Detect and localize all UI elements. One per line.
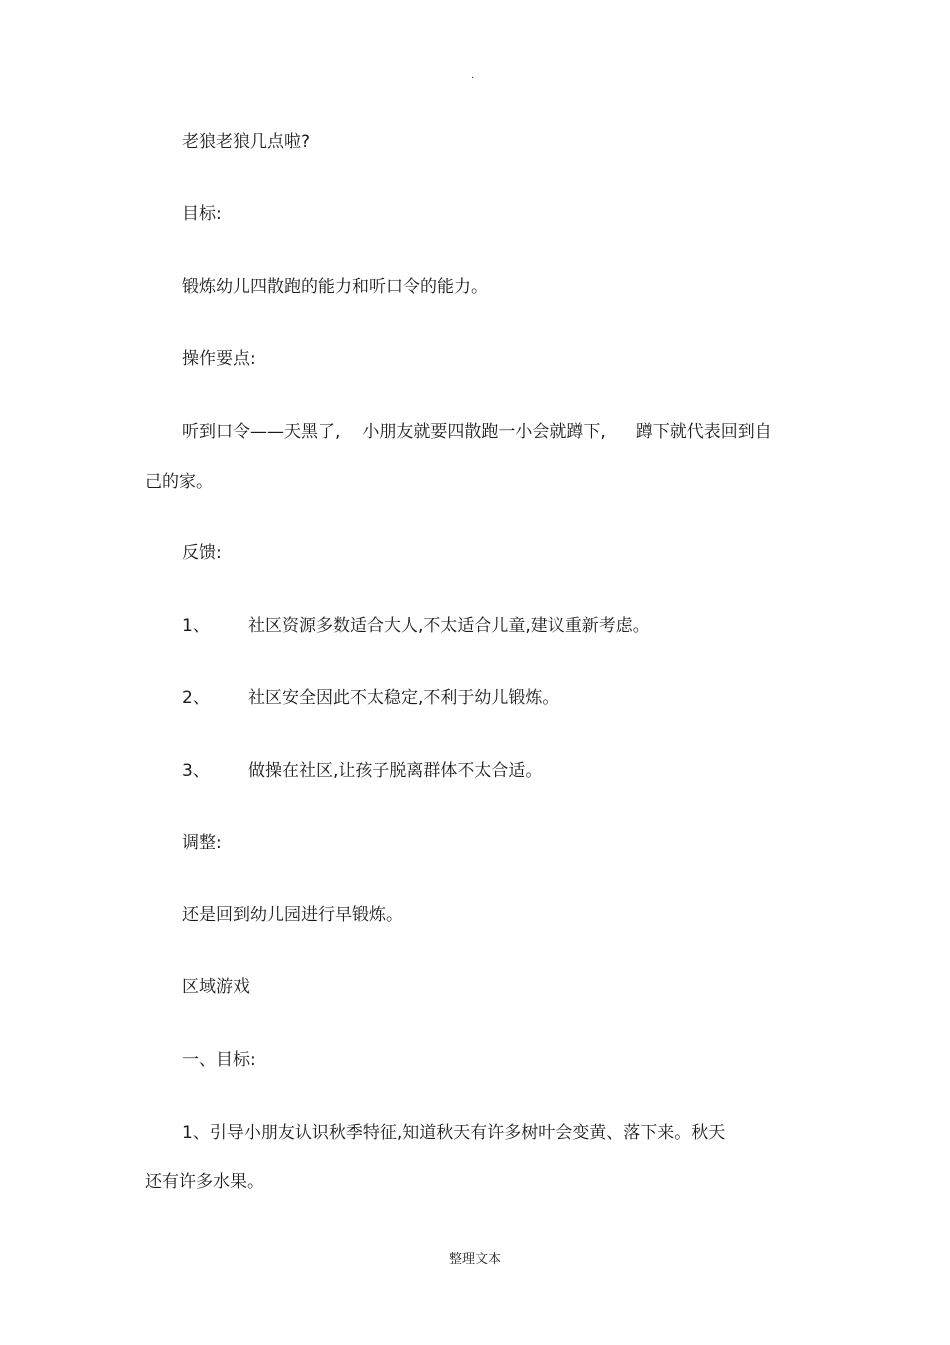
header-mark: . [471, 70, 475, 81]
game-title: 老狼老狼几点啦? [182, 132, 311, 152]
adjust-heading: 调整: [182, 833, 222, 853]
page-footer: 整理文本 [448, 1252, 501, 1267]
feedback-item-3-number: 3、 [182, 761, 210, 781]
area-game-heading: 区域游戏 [182, 977, 250, 997]
feedback-item-2-text: 社区安全因此不太稳定,不利于幼儿锻炼。 [248, 688, 560, 708]
area-goal-heading: 一、目标: [182, 1050, 256, 1070]
goal-heading: 目标: [182, 204, 222, 224]
feedback-item-1-text: 社区资源多数适合大人,不太适合儿童,建议重新考虑。 [248, 616, 650, 636]
area-goal-item1-line1: 1、引导小朋友认识秋季特征,知道秋天有许多树叶会变黄、落下来。秋天 [182, 1123, 726, 1143]
adjust-text: 还是回到幼儿园进行早锻炼。 [182, 905, 403, 925]
ops-segment-3: 蹲下就代表回到自 [635, 422, 772, 442]
ops-segment-2: 小朋友就要四散跑一小会就蹲下, [362, 422, 606, 442]
goal-text: 锻炼幼儿四散跑的能力和听口令的能力。 [182, 277, 488, 297]
feedback-item-1-number: 1、 [182, 616, 210, 636]
ops-heading: 操作要点: [182, 349, 256, 369]
ops-paragraph-line2: 己的家。 [145, 472, 213, 492]
feedback-item-3-text: 做操在社区,让孩子脱离群体不太合适。 [248, 761, 543, 781]
area-goal-item1-line2: 还有许多水果。 [145, 1172, 264, 1192]
feedback-item-2-number: 2、 [182, 688, 210, 708]
ops-paragraph-line1 [182, 421, 772, 443]
ops-segment-1: 听到口令——天黑了, [182, 422, 341, 442]
feedback-heading: 反馈: [182, 543, 222, 563]
